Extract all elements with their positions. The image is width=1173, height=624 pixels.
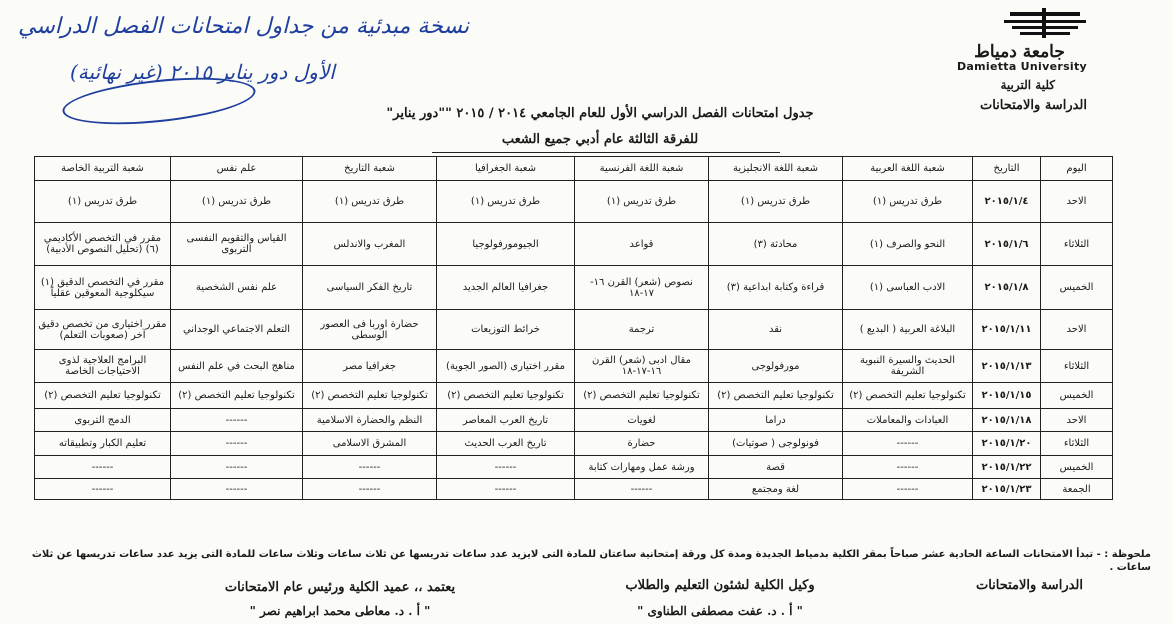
- table-header-row: [35, 157, 1113, 181]
- dean-name: " أ . د. معاطى محمد ابراهيم نصر ": [249, 604, 431, 618]
- exam-cell: مورفولوجى: [709, 350, 843, 383]
- exam-cell: طرق تدريس (١): [709, 181, 843, 223]
- date-cell: ٢٠١٥/١/١٣: [973, 350, 1041, 383]
- exam-cell: ------: [171, 456, 303, 479]
- exam-cell: الجيومورفولوجيا: [437, 223, 575, 266]
- date-cell: ٢٠١٥/١/٤: [973, 181, 1041, 223]
- exam-cell: دراما: [709, 409, 843, 432]
- page-title: جدول امتحانات الفصل الدراسي الأول للعام الجامعي ٢٠١٤ / ٢٠١٥ ""دور يناير": [386, 106, 814, 121]
- table-row: [35, 310, 1113, 350]
- exam-cell: تعليم الكبار وتطبيقاته: [35, 432, 171, 456]
- exam-cell: البلاغة العربية ( البديع ): [843, 310, 973, 350]
- exam-cell: قواعد: [575, 223, 709, 266]
- exam-cell: علم نفس الشخصية: [171, 266, 303, 310]
- exam-cell: ------: [35, 456, 171, 479]
- date-cell: ٢٠١٥/١/١٨: [973, 409, 1041, 432]
- faculty-name: كلية التربية: [1000, 78, 1055, 92]
- exam-cell: ------: [303, 456, 437, 479]
- university-name-arabic: جامعة دمياط: [974, 42, 1065, 62]
- exam-cell: نصوص (شعر) القرن ١٦- ١٧-١٨: [575, 266, 709, 310]
- header-psychology: علم نفس: [171, 157, 303, 181]
- header-day: اليوم: [1041, 157, 1113, 181]
- exam-cell: تاريخ العرب المعاصر: [437, 409, 575, 432]
- day-cell: الاحد: [1041, 181, 1113, 223]
- header-history: شعبة التاريخ: [303, 157, 437, 181]
- exam-cell: تكنولوجيا تعليم التخصص (٢): [171, 383, 303, 409]
- header-geography: شعبة الجغرافيا: [437, 157, 575, 181]
- table-row: [35, 456, 1113, 479]
- header-french: شعبة اللغة الفرنسية: [575, 157, 709, 181]
- exam-cell: ------: [843, 456, 973, 479]
- exam-cell: جغرافيا مصر: [303, 350, 437, 383]
- exam-cell: ------: [843, 432, 973, 456]
- exam-cell: تكنولوجيا تعليم التخصص (٢): [437, 383, 575, 409]
- exam-cell: خرائط التوزيعات: [437, 310, 575, 350]
- exam-cell: النظم والحضارة الاسلامية: [303, 409, 437, 432]
- exam-cell: ------: [35, 479, 171, 500]
- exam-cell: قراءة وكتابة ابداعية (٣): [709, 266, 843, 310]
- day-cell: الاحد: [1041, 409, 1113, 432]
- exam-cell: حضارة اوربا فى العصور الوسطى: [303, 310, 437, 350]
- exam-cell: مقرر في التخصص الأكاديمي (٦) (تحليل النصوص الأدبية): [35, 223, 171, 266]
- exam-cell: القياس والتقويم النفسى التربوى: [171, 223, 303, 266]
- exam-cell: فونولوجى ( صوتيات): [709, 432, 843, 456]
- date-cell: ٢٠١٥/١/٢٢: [973, 456, 1041, 479]
- exam-cell: التعلم الاجتماعي الوجداني: [171, 310, 303, 350]
- exam-cell: تاريخ العرب الحديث: [437, 432, 575, 456]
- exam-cell: طرق تدريس (١): [843, 181, 973, 223]
- building-icon: [1002, 8, 1088, 42]
- table-row: [35, 409, 1113, 432]
- header-special-education: شعبة التربية الخاصة: [35, 157, 171, 181]
- exam-cell: الادب العباسى (١): [843, 266, 973, 310]
- exam-cell: ------: [171, 409, 303, 432]
- vice-dean-name: " أ . د. عفت مصطفى الطناوى ": [637, 604, 803, 618]
- table-row: [35, 266, 1113, 310]
- table-row: [35, 383, 1113, 409]
- department-name: الدراسة والامتحانات: [979, 98, 1087, 113]
- exam-cell: المغرب والاندلس: [303, 223, 437, 266]
- exam-cell: الدمج التربوى: [35, 409, 171, 432]
- schedule-note: ملحوظة : - تبدأ الامتحانات الساعة الحادية عشر صباحاً بمقر الكلية بدمياط الجديدة ومدة كل ورقة إمتحانية ساعتان للمادة التى لايزيد عدد ساعات تدريسها عن ثلاث ساعات وثلاث ساعات للمادة التى يزيد عدد ساعات تدريسها عن ثلاث ساعات .: [31, 549, 1151, 573]
- day-cell: الخميس: [1041, 383, 1113, 409]
- exam-cell: ------: [171, 479, 303, 500]
- exam-cell: العبادات والمعاملات: [843, 409, 973, 432]
- exam-cell: ------: [437, 479, 575, 500]
- exam-cell: تاريخ الفكر السياسى: [303, 266, 437, 310]
- day-cell: الثلاثاء: [1041, 432, 1113, 456]
- table-row: [35, 432, 1113, 456]
- vice-dean-title: وكيل الكلية لشئون التعليم والطلاب: [625, 578, 815, 593]
- exam-cell: ------: [843, 479, 973, 500]
- dean-title: يعتمد ،، عميد الكلية ورئيس عام الامتحانات: [224, 580, 456, 595]
- date-cell: ٢٠١٥/١/٢٣: [973, 479, 1041, 500]
- page-subtitle: للفرقة الثالثة عام أدبي جميع الشعب: [501, 132, 699, 147]
- exam-cell: البرامج العلاجية لذوى الاحتياجات الخاصة: [35, 350, 171, 383]
- handwritten-line-2: الأول دور يناير ٢٠١٥ (غير نهائية): [70, 60, 335, 84]
- table-row: [35, 223, 1113, 266]
- exam-cell: مقرر اختيارى (الصور الجوية): [437, 350, 575, 383]
- exam-cell: طرق تدريس (١): [575, 181, 709, 223]
- exam-cell: قصة: [709, 456, 843, 479]
- exam-cell: لغة ومجتمع: [709, 479, 843, 500]
- exam-cell: مقال ادبى (شعر) القرن ١٦-١٧-١٨: [575, 350, 709, 383]
- exam-cell: محادثة (٣): [709, 223, 843, 266]
- exam-cell: مقرر اختيارى من تخصص دقيق آخر (صعوبات التعلم): [35, 310, 171, 350]
- day-cell: الخميس: [1041, 266, 1113, 310]
- date-cell: ٢٠١٥/١/١٥: [973, 383, 1041, 409]
- exam-cell: ------: [437, 456, 575, 479]
- exams-office-signature: الدراسة والامتحانات: [975, 578, 1083, 593]
- exam-cell: حضارة: [575, 432, 709, 456]
- exam-cell: لغويات: [575, 409, 709, 432]
- exam-cell: تكنولوجيا تعليم التخصص (٢): [575, 383, 709, 409]
- exam-cell: طرق تدريس (١): [437, 181, 575, 223]
- university-name-english: Damietta University: [956, 60, 1088, 73]
- header-english: شعبة اللغة الانجليزية: [709, 157, 843, 181]
- exam-cell: ترجمة: [575, 310, 709, 350]
- exam-schedule-table: [34, 156, 1113, 500]
- exam-cell: تكنولوجيا تعليم التخصص (٢): [35, 383, 171, 409]
- day-cell: الثلاثاء: [1041, 350, 1113, 383]
- exam-cell: ------: [171, 432, 303, 456]
- exam-cell: جغرافيا العالم الجديد: [437, 266, 575, 310]
- date-cell: ٢٠١٥/١/١١: [973, 310, 1041, 350]
- exam-cell: ------: [303, 479, 437, 500]
- header-date: التاريخ: [973, 157, 1041, 181]
- subtitle-underline: [432, 152, 780, 153]
- table-row: [35, 479, 1113, 500]
- exam-cell: مقرر في التخصص الدقيق (١) سيكلوجية المعوقين عقلياً: [35, 266, 171, 310]
- exam-cell: نقد: [709, 310, 843, 350]
- exam-cell: مناهج البحث في علم النفس: [171, 350, 303, 383]
- date-cell: ٢٠١٥/١/٨: [973, 266, 1041, 310]
- table-row: [35, 350, 1113, 383]
- table-row: [35, 181, 1113, 223]
- exam-cell: النحو والصرف (١): [843, 223, 973, 266]
- exam-cell: الحديث والسيرة النبوية الشريفة: [843, 350, 973, 383]
- exam-cell: تكنولوجيا تعليم التخصص (٢): [303, 383, 437, 409]
- day-cell: الخميس: [1041, 456, 1113, 479]
- day-cell: الاحد: [1041, 310, 1113, 350]
- exam-cell: طرق تدريس (١): [35, 181, 171, 223]
- day-cell: الثلاثاء: [1041, 223, 1113, 266]
- university-logo: [952, 8, 1092, 73]
- exam-cell: طرق تدريس (١): [303, 181, 437, 223]
- exam-cell: تكنولوجيا تعليم التخصص (٢): [843, 383, 973, 409]
- date-cell: ٢٠١٥/١/٦: [973, 223, 1041, 266]
- exam-cell: المشرق الاسلامى: [303, 432, 437, 456]
- day-cell: الجمعة: [1041, 479, 1113, 500]
- date-cell: ٢٠١٥/١/٢٠: [973, 432, 1041, 456]
- exam-cell: طرق تدريس (١): [171, 181, 303, 223]
- exam-cell: تكنولوجيا تعليم التخصص (٢): [709, 383, 843, 409]
- exam-cell: ورشة عمل ومهارات كتابة: [575, 456, 709, 479]
- exam-cell: ------: [575, 479, 709, 500]
- handwritten-line-1: نسخة مبدئية من جداول امتحانات الفصل الدراسي: [18, 14, 470, 39]
- header-arabic: شعبة اللغة العربية: [843, 157, 973, 181]
